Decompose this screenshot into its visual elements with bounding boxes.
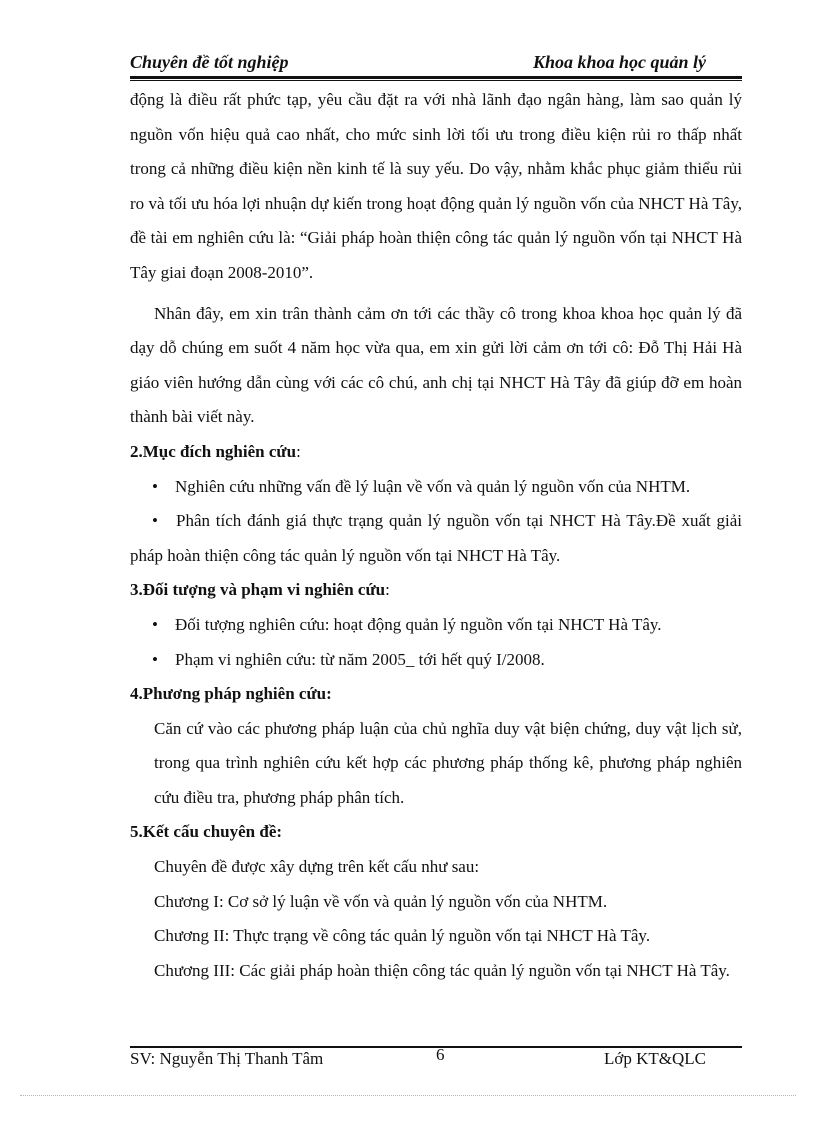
section-heading-scope-text: 3.Đối tượng và phạm vi nghiên cứu: [130, 580, 386, 600]
list-item: [130, 608, 742, 643]
list-item-text: Nghiên cứu những vấn đề lý luận về vốn và quản lý nguồn vốn của NHTM.: [175, 476, 691, 496]
document-body: [130, 83, 742, 988]
list-item-text: Phạm vi nghiên cứu: từ năm 2005_ tới hết quý I/2008.: [175, 649, 545, 669]
structure-line: Chương I: Cơ sở lý luận về vốn và quản lý nguồn vốn của NHTM.: [154, 891, 608, 911]
heading-colon: :: [296, 441, 301, 461]
header-rule: [130, 76, 742, 79]
bullet-icon: •: [152, 476, 158, 496]
list-item: [130, 470, 742, 505]
paragraph-intro-continued: động là điều rất phức tạp, yêu cầu đặt ra với nhà lãnh đạo ngân hàng, làm sao quản lý nguồn vốn hiệu quả cao nhất, cho mức sinh lời tối ưu trong điều kiện rủi ro thấp nhất trong cả những điều kiện nền kinh tế là suy yếu. Do vậy, nhằm khắc phục giảm thiểu rủi ro và tối ưu hóa lợi nhuận dự kiến trong hoạt động quản lý nguồn vốn của NHCT Hà Tây, đề tài em nghiên cứu là: “Giải pháp hoàn thiện công tác quản lý nguồn vốn tại NHCT Hà Tây giai đoạn 2008-2010”.: [130, 90, 742, 282]
purpose-list: [130, 470, 742, 505]
scope-list: [130, 608, 742, 677]
heading-colon: :: [385, 580, 390, 600]
header-rule-thin: [130, 80, 742, 81]
page-header: [130, 52, 740, 78]
footer-student-name: SV: Nguyễn Thị Thanh Tâm: [130, 1049, 324, 1068]
list-item-text: Đối tượng nghiên cứu: hoạt động quản lý nguồn vốn tại NHCT Hà Tây.: [175, 614, 662, 634]
list-item: [130, 643, 742, 678]
bullet-icon: •: [152, 649, 158, 669]
structure-line: Chương III: Các giải pháp hoàn thiện công tác quản lý nguồn vốn tại NHCT Hà Tây.: [154, 960, 730, 980]
header-left-title: Chuyên đề tốt nghiệp: [130, 52, 289, 72]
section-heading-method: 4.Phương pháp nghiên cứu:: [130, 684, 332, 704]
section-heading-scope: [130, 573, 742, 608]
paragraph-method: Căn cứ vào các phương pháp luận của chủ nghĩa duy vật biện chứng, duy vật lịch sử, trong qua trình nghiên cứu kết hợp các phương pháp thống kê, phương pháp nghiên cứu điều tra, phương pháp phân tích.: [154, 718, 742, 807]
page-footer: [130, 1045, 742, 1073]
structure-line: Chương II: Thực trạng về công tác quản lý nguồn vốn tại NHCT Hà Tây.: [154, 926, 651, 946]
bullet-icon: •: [152, 511, 158, 531]
bullet-icon: •: [152, 614, 158, 634]
page-boundary-dotted-line: [20, 1095, 796, 1096]
section-heading-purpose-text: 2.Mục đích nghiên cứu: [130, 441, 297, 461]
header-right-title: Khoa khoa học quản lý: [532, 52, 706, 72]
list-item-text: Phân tích đánh giá thực trạng quản lý nguồn vốn tại NHCT Hà Tây.Đề xuất giải pháp hoàn thiện công tác quản lý nguồn vốn tại NHCT Hà Tây.: [130, 511, 742, 565]
footer-class-name: Lớp KT&QLC: [603, 1049, 706, 1068]
page-number: 6: [436, 1045, 445, 1064]
list-item: [130, 504, 742, 573]
section-heading-purpose: [130, 435, 742, 470]
structure-line: Chuyên đề được xây dựng trên kết cấu như sau:: [154, 857, 480, 877]
section-heading-structure: 5.Kết cấu chuyên đề:: [130, 822, 283, 842]
paragraph-acknowledgement: Nhân đây, em xin trân thành cảm ơn tới các thầy cô trong khoa khoa học quản lý đã dạy dỗ chúng em suốt 4 năm học vừa qua, em xin gửi lời cảm ơn tới cô: Đỗ Thị Hải Hà giáo viên hướng dẫn cùng với các cô chú, anh chị tại NHCT Hà Tây đã giúp đỡ em hoàn thành bài viết này.: [130, 303, 742, 427]
